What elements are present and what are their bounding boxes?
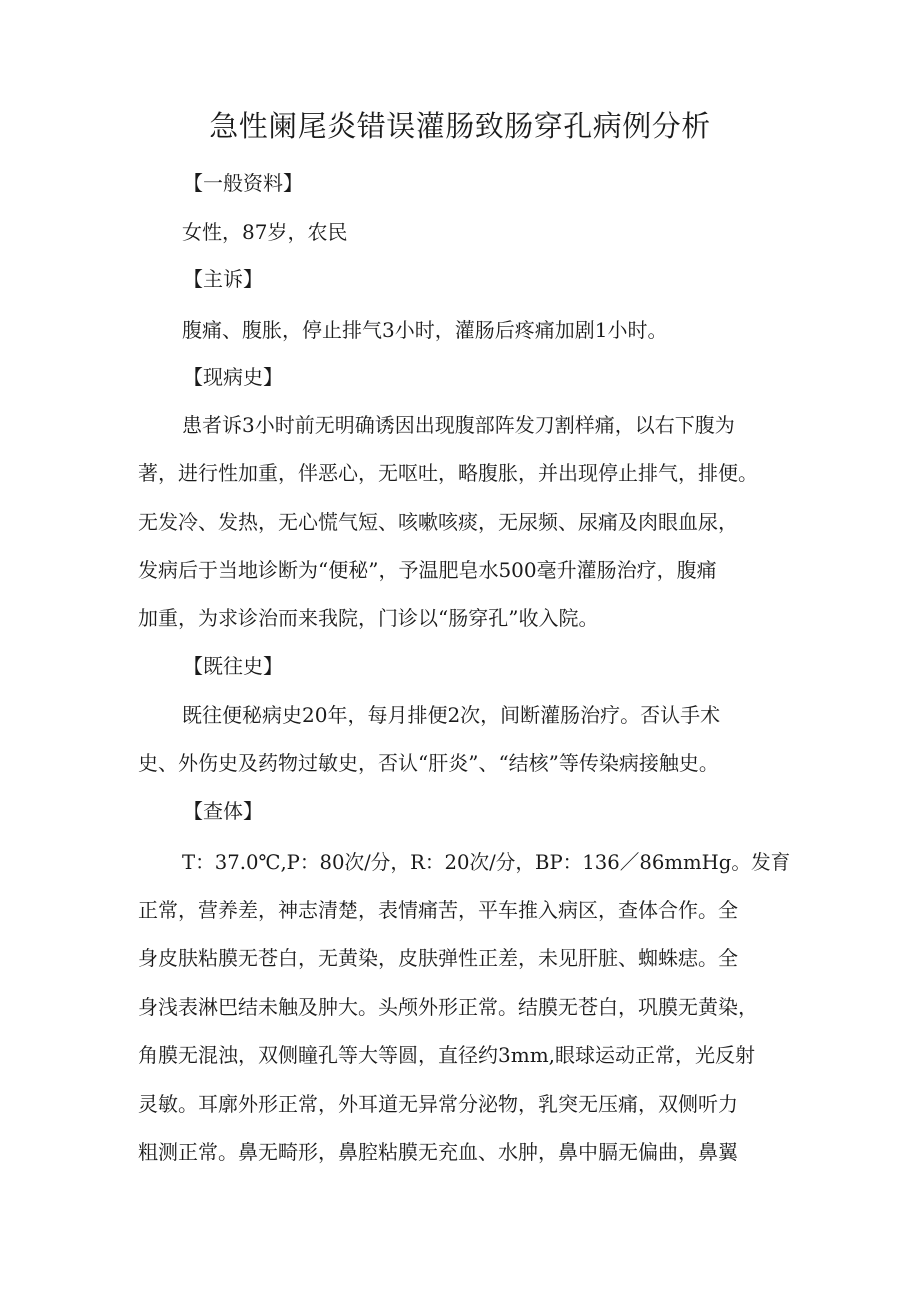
exam-line: 身浅表淋巴结未触及肿大。头颅外形正常。结膜无苍白，巩膜无黄染， xyxy=(138,995,758,1019)
section-heading-complaint: 【主诉】 xyxy=(183,267,263,291)
present-illness-line: 加重，为求诊治而来我院，门诊以“肠穿孔”收入院。 xyxy=(138,606,599,630)
complaint-text: 腹痛、腹胀，停止排气3小时，灌肠后疼痛加剧1小时。 xyxy=(182,318,668,342)
document-title: 急性阑尾炎错误灌肠致肠穿孔病例分析 xyxy=(209,109,711,143)
section-heading-general: 【一般资料】 xyxy=(183,171,303,195)
exam-line: 角膜无混浊，双侧瞳孔等大等圆，直径约3mm,眼球运动正常，光反射 xyxy=(138,1043,756,1067)
present-illness-line: 著，进行性加重，伴恶心，无呕吐，略腹胀，并出现停止排气，排便。 xyxy=(138,461,758,485)
section-heading-exam: 【查体】 xyxy=(183,799,263,823)
present-illness-line: 无发冷、发热，无心慌气短、咳嗽咳痰，无尿频、尿痛及肉眼血尿， xyxy=(138,510,738,534)
exam-line: T：37.0℃,P：80次/分，R：20次/分，BP：136／86mmHg。发育 xyxy=(182,850,791,874)
past-history-line: 史、外伤史及药物过敏史，否认“肝炎”、“结核”等传染病接触史。 xyxy=(138,751,719,775)
past-history-line: 既往便秘病史20年，每月排便2次，间断灌肠治疗。否认手术 xyxy=(182,703,721,727)
section-heading-present-illness: 【现病史】 xyxy=(183,365,283,389)
exam-line: 正常，营养差，神志清楚，表情痛苦，平车推入病区，查体合作。全 xyxy=(138,898,738,922)
present-illness-line: 发病后于当地诊断为“便秘”，予温肥皂水500毫升灌肠治疗，腹痛 xyxy=(138,558,717,582)
general-text: 女性，87岁，农民 xyxy=(182,220,348,244)
exam-line: 身皮肤粘膜无苍白，无黄染，皮肤弹性正差，未见肝脏、蜘蛛痣。全 xyxy=(138,946,738,970)
exam-line: 灵敏。耳廓外形正常，外耳道无异常分泌物，乳突无压痛，双侧听力 xyxy=(138,1092,738,1116)
exam-line: 粗测正常。鼻无畸形，鼻腔粘膜无充血、水肿，鼻中膈无偏曲，鼻翼 xyxy=(138,1140,738,1164)
section-heading-past-history: 【既往史】 xyxy=(183,654,283,678)
present-illness-line: 患者诉3小时前无明确诱因出现腹部阵发刀割样痛，以右下腹为 xyxy=(182,413,735,437)
